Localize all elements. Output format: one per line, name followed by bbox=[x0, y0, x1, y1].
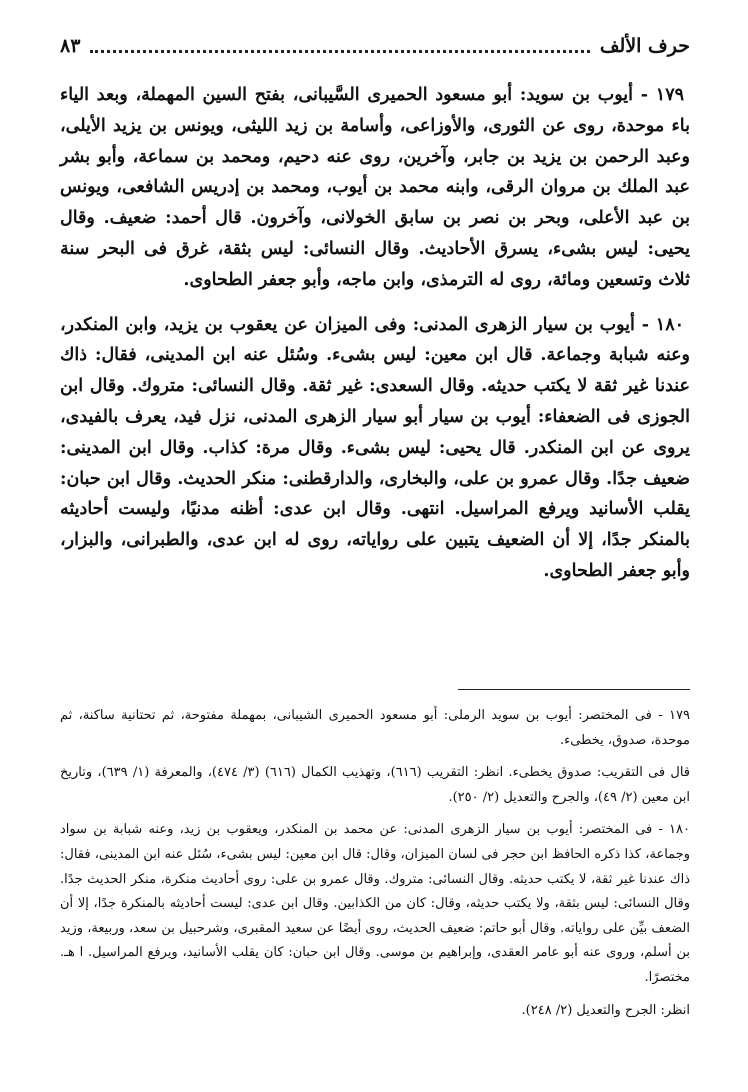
footnote-180-references: انظر: الجرح والتعديل (٢/ ٢٤٨). bbox=[521, 1002, 690, 1018]
entry-179: ١٧٩ - أيوب بن سويد: أبو مسعود الحميرى السَّيبانى، بفتح السين المهملة، وبعد الياء باء موحدة، روى عن الثورى، والأوزاعى، وأسامة بن زيد الليثى، ويونس بن يزيد الأيلى، وعبد الرحمن بن يزيد بن جابر، وآخرين، روى عنه دحيم، ومحمد بن سماعة، وأبو بشر عبد الملك بن مروان الرقى، وابنه محمد بن أيوب، ومحمد بن إدريس الشافعى، ويونس بن عبد الأعلى، وبحر بن نصر بن سابق الخولانى، وآخرون. قال أحمد: ضعيف. وقال يحيى: ليس بشىء، يسرق الأحاديث. وقال النسائى: ليس بثقة، غرق فى البحر سنة ثلاث وتسعين ومائة، روى له الترمذى، وابن ماجه، وأبو جعفر الطحاوى. bbox=[60, 85, 690, 290]
main-text bbox=[60, 80, 690, 601]
footnotes bbox=[60, 704, 690, 1031]
footnote-179-references: قال فى التقريب: صدوق يخطىء. انظر: التقريب (٦١٦)، وتهذيب الكمال (٦١٦) (٣/ ٤٧٤)، والمعرفة (١/ ٦٣٩)، وتاريخ ابن معين (٢/ ٤٩)، والجرح والتعديل (٢/ ٢٥٠). bbox=[60, 765, 690, 805]
page-number: ٨٣ bbox=[60, 35, 81, 57]
footnote-180: ١٨٠ - فى المختصر: أيوب بن سيار الزهرى المدنى: عن محمد بن المنكدر، ويعقوب بن زيد، وعنه شبابة بن سواد وجماعة، كذا ذكره الحافظ ابن حجر فى لسان الميزان، وقال: قال ابن معين: ليس بشىء، سُئل عنه ابن المدينى، فقال: ذاك عندنا غير ثقة، لا يكتب حديثه. وقال النسائى: متروك. وقال عمرو بن على: روى أحاديث منكرة، منكر الحديث جدًا. وقال النسائى: ليس بثقة، ولا يكتب حديثه، وقال: كان من الكذابين. وقال ابن عدى: ليست أحاديثه بالمنكرة جدًا، إلا أن الضعف بيِّن على رواياته. وقال أبو حاتم: ضعيف الحديث، روى أيضًا عن سعيد المقبرى، وشرحبيل بن سعد، وربيعة، وزيد بن أسلم، وروى عنه أبو عامر العقدى، وإبراهيم بن موسى. وقال ابن حبان: كان يقلب الأسانيد، ويرفع المراسيل. ا هـ. مختصرًا. bbox=[60, 822, 690, 985]
footnote-179: ١٧٩ - فى المختصر: أيوب بن سويد الرملى: أبو مسعود الحميرى الشيبانى، بمهملة مفتوحة، ثم تحتانية ساكنة، ثم موحدة، صدوق، يخطىء. bbox=[60, 708, 690, 748]
running-header bbox=[60, 30, 690, 62]
footnote-divider bbox=[458, 689, 690, 690]
dot-leader bbox=[90, 50, 589, 53]
chapter-title: حرف الألف bbox=[599, 35, 690, 57]
entry-180: ١٨٠ - أيوب بن سيار الزهرى المدنى: وفى الميزان عن يعقوب بن يزيد، وابن المنكدر، وعنه شبابة وجماعة. قال ابن معين: ليس بشىء. وسُئل عنه ابن المدينى، فقال: ذاك عندنا غير ثقة لا يكتب حديثه. وقال السعدى: غير ثقة. وقال النسائى: متروك. وقال ابن الجوزى فى الضعفاء: أيوب بن سيار أبو سيار الزهرى المدنى، نزل فيد، يعرف بالفيدى، يروى عن ابن المنكدر. قال يحيى: ليس بشىء. وقال مرة: كذاب. وقال ابن المدينى: ضعيف جدًا. وقال عمرو بن على، والبخارى، والدارقطنى: منكر الحديث. وقال ابن حبان: يقلب الأسانيد ويرفع المراسيل. انتهى. وقال ابن عدى: أظنه مدنيًا، وليست أحاديثه بالمنكر جدًا، إلا أن الضعيف يتبين على رواياته، روى له ابن عدى، والطبرانى، والبزار، وأبو جعفر الطحاوى. bbox=[60, 314, 690, 581]
